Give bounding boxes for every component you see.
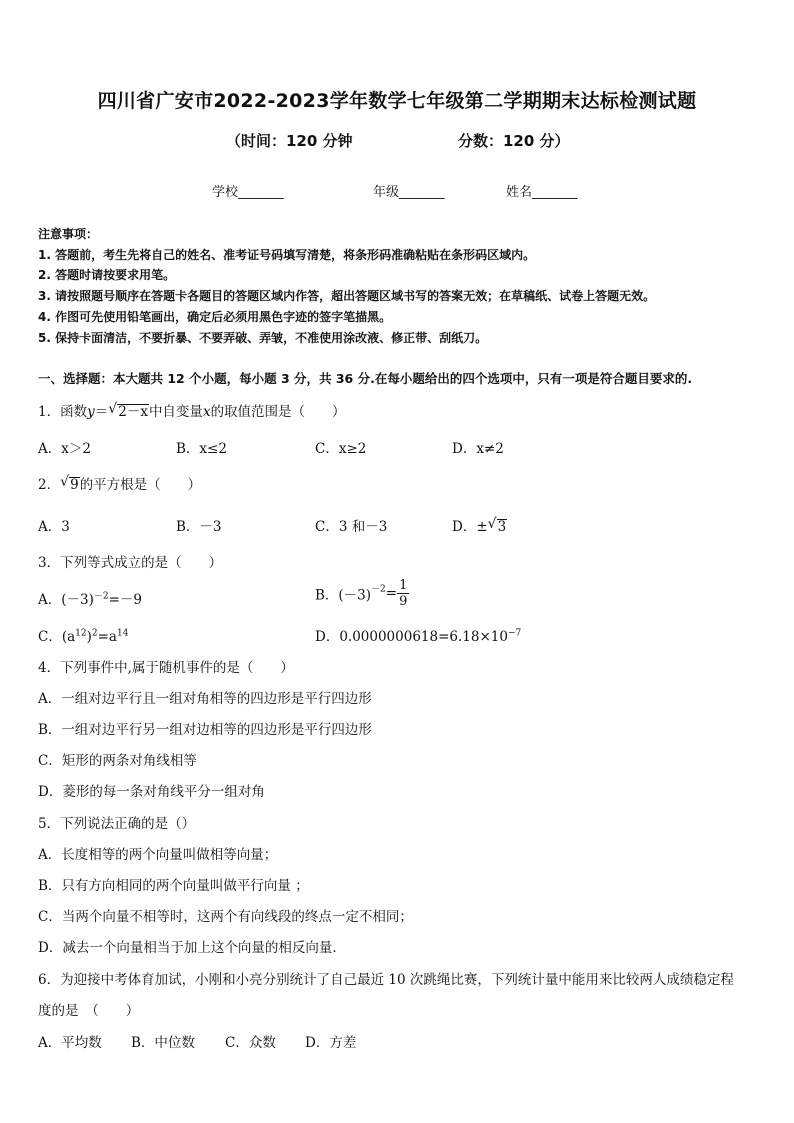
q3-d-base: D．0.0000000618=6.18×10 bbox=[315, 629, 508, 645]
q3-c-mid: ) bbox=[86, 629, 92, 645]
q2-suffix: 的平方根是（ ） bbox=[79, 477, 202, 493]
q2-radicand: 9 bbox=[70, 477, 79, 493]
q2-option-c: C．3 和－3 bbox=[315, 519, 388, 535]
sqrt-symbol: √ 3 bbox=[487, 516, 507, 535]
q2-option-d bbox=[452, 515, 507, 535]
exam-time: （时间：120 分钟 bbox=[226, 132, 353, 150]
q4-option-b: B．一组对边平行另一组对边相等的四边形是平行四边形 bbox=[38, 722, 372, 738]
q3-a-base: A．(－3) bbox=[38, 592, 94, 608]
q1-equals: ＝ bbox=[94, 404, 109, 420]
q3-a-exp: －2 bbox=[93, 591, 109, 602]
q1-option-d: D．x≠2 bbox=[452, 441, 504, 457]
notice-item: 1. 答题前，考生先将自己的姓名、准考证号码填写清楚，将条形码准确粘贴在条形码区域内。 bbox=[38, 248, 536, 262]
q5-option-c: C．当两个向量不相等时，这两个有向线段的终点一定不相同； bbox=[38, 909, 413, 925]
grade-field: 年级_______ bbox=[373, 185, 445, 200]
q3-c-base: C．(a bbox=[38, 629, 76, 645]
q2-option-d-radicand: 3 bbox=[497, 519, 507, 535]
question-6-stem-line2: 度的是 （ ） bbox=[38, 1003, 140, 1019]
sqrt-symbol: √ 9 bbox=[60, 474, 79, 493]
q3-b-numerator: 1 bbox=[399, 578, 408, 593]
q5-option-b: B．只有方向相同的两个向量叫做平行向量 ； bbox=[38, 878, 309, 894]
q3-b-eq: = bbox=[385, 585, 398, 602]
notice-heading: 注意事项： bbox=[38, 227, 99, 241]
q3-c-exp3: 14 bbox=[117, 628, 129, 639]
q2-option-d-label: D．± bbox=[452, 519, 488, 535]
q1-var-x: x bbox=[202, 404, 211, 420]
question-5-stem: 5．下列说法正确的是（） bbox=[38, 816, 196, 832]
q1-var-y: y bbox=[87, 404, 95, 420]
q3-c-exp2: 2 bbox=[91, 628, 98, 639]
page-title: 四川省广安市2022-2023学年数学七年级第二学期期末达标检测试题 bbox=[97, 90, 697, 112]
section-heading: 一、选择题：本大题共 12 个小题，每小题 3 分，共 36 分.在每小题给出的四个选项中，只有一项是符合题目要求的. bbox=[38, 371, 693, 386]
q3-c-rest: =a bbox=[97, 629, 117, 645]
q1-prefix: 1．函数 bbox=[38, 404, 88, 420]
q5-option-d: D．减去一个向量相当于加上这个向量的相反向量. bbox=[38, 940, 337, 956]
q1-option-b: B．x≤2 bbox=[176, 441, 227, 457]
exam-score: 分数：120 分） bbox=[458, 132, 570, 150]
q3-option-c bbox=[38, 625, 128, 645]
q2-prefix: 2． bbox=[38, 477, 61, 493]
q6-option-c: C．众数 bbox=[225, 1035, 276, 1051]
q4-option-a: A．一组对边平行且一组对角相等的四边形是平行四边形 bbox=[38, 691, 372, 707]
q1-suffix: 的取值范围是（ ） bbox=[210, 404, 346, 420]
q4-option-d: D．菱形的每一条对角线平分一组对角 bbox=[38, 784, 265, 800]
q6-option-d: D．方差 bbox=[305, 1035, 357, 1051]
q2-option-a: A．3 bbox=[38, 519, 70, 535]
name-field: 姓名_______ bbox=[506, 185, 578, 200]
notice-item: 2. 答题时请按要求用笔。 bbox=[38, 268, 176, 282]
q3-d-exp: −7 bbox=[507, 628, 522, 639]
q5-option-a: A．长度相等的两个向量叫做相等向量； bbox=[38, 847, 278, 863]
fraction bbox=[397, 578, 409, 609]
q3-option-d bbox=[315, 625, 521, 645]
notice-item: 3. 请按照题号顺序在答题卡各题目的答题区域内作答，超出答题区域书写的答案无效；在草稿纸、试卷上答题无效。 bbox=[38, 289, 656, 303]
q2-option-b: B．－3 bbox=[176, 519, 222, 535]
q3-b-base: B．(－3) bbox=[315, 587, 372, 604]
q3-c-exp1: 12 bbox=[75, 628, 87, 639]
question-6-stem-line1: 6．为迎接中考体育加试，小刚和小亮分别统计了自己最近 10 次跳绳比赛，下列统计量中能用来比较两人成绩稳定程 bbox=[38, 972, 734, 988]
q6-option-b: B．中位数 bbox=[131, 1035, 195, 1051]
question-4-stem: 4．下列事件中,属于随机事件的是（ ） bbox=[38, 660, 294, 676]
q4-option-c: C．矩形的两条对角线相等 bbox=[38, 753, 197, 769]
question-1 bbox=[38, 400, 346, 420]
q1-option-c: C．x≥2 bbox=[315, 441, 367, 457]
q3-a-rest: =－9 bbox=[108, 592, 143, 608]
q1-mid: 中自变量 bbox=[148, 404, 203, 420]
q3-option-b bbox=[315, 578, 409, 609]
school-field: 学校_______ bbox=[212, 185, 284, 200]
q3-b-exp: －2 bbox=[371, 584, 386, 595]
notice-item: 5. 保持卡面清洁，不要折暴、不要弄破、弄皱，不准使用涂改液、修正带、刮纸刀。 bbox=[38, 331, 488, 345]
q1-option-a: A．x＞2 bbox=[38, 441, 91, 457]
notice-item: 4. 作图可先使用铅笔画出，确定后必须用黑色字迹的签字笔描黑。 bbox=[38, 310, 392, 324]
q1-radicand: 2－x bbox=[118, 404, 148, 420]
question-2 bbox=[38, 473, 201, 493]
q3-option-a bbox=[38, 588, 142, 608]
q6-option-a: A．平均数 bbox=[38, 1035, 102, 1051]
question-3-stem: 3．下列等式成立的是（ ） bbox=[38, 555, 223, 571]
sqrt-symbol: √ 2－x bbox=[108, 401, 148, 420]
q3-b-denominator: 9 bbox=[399, 594, 408, 609]
